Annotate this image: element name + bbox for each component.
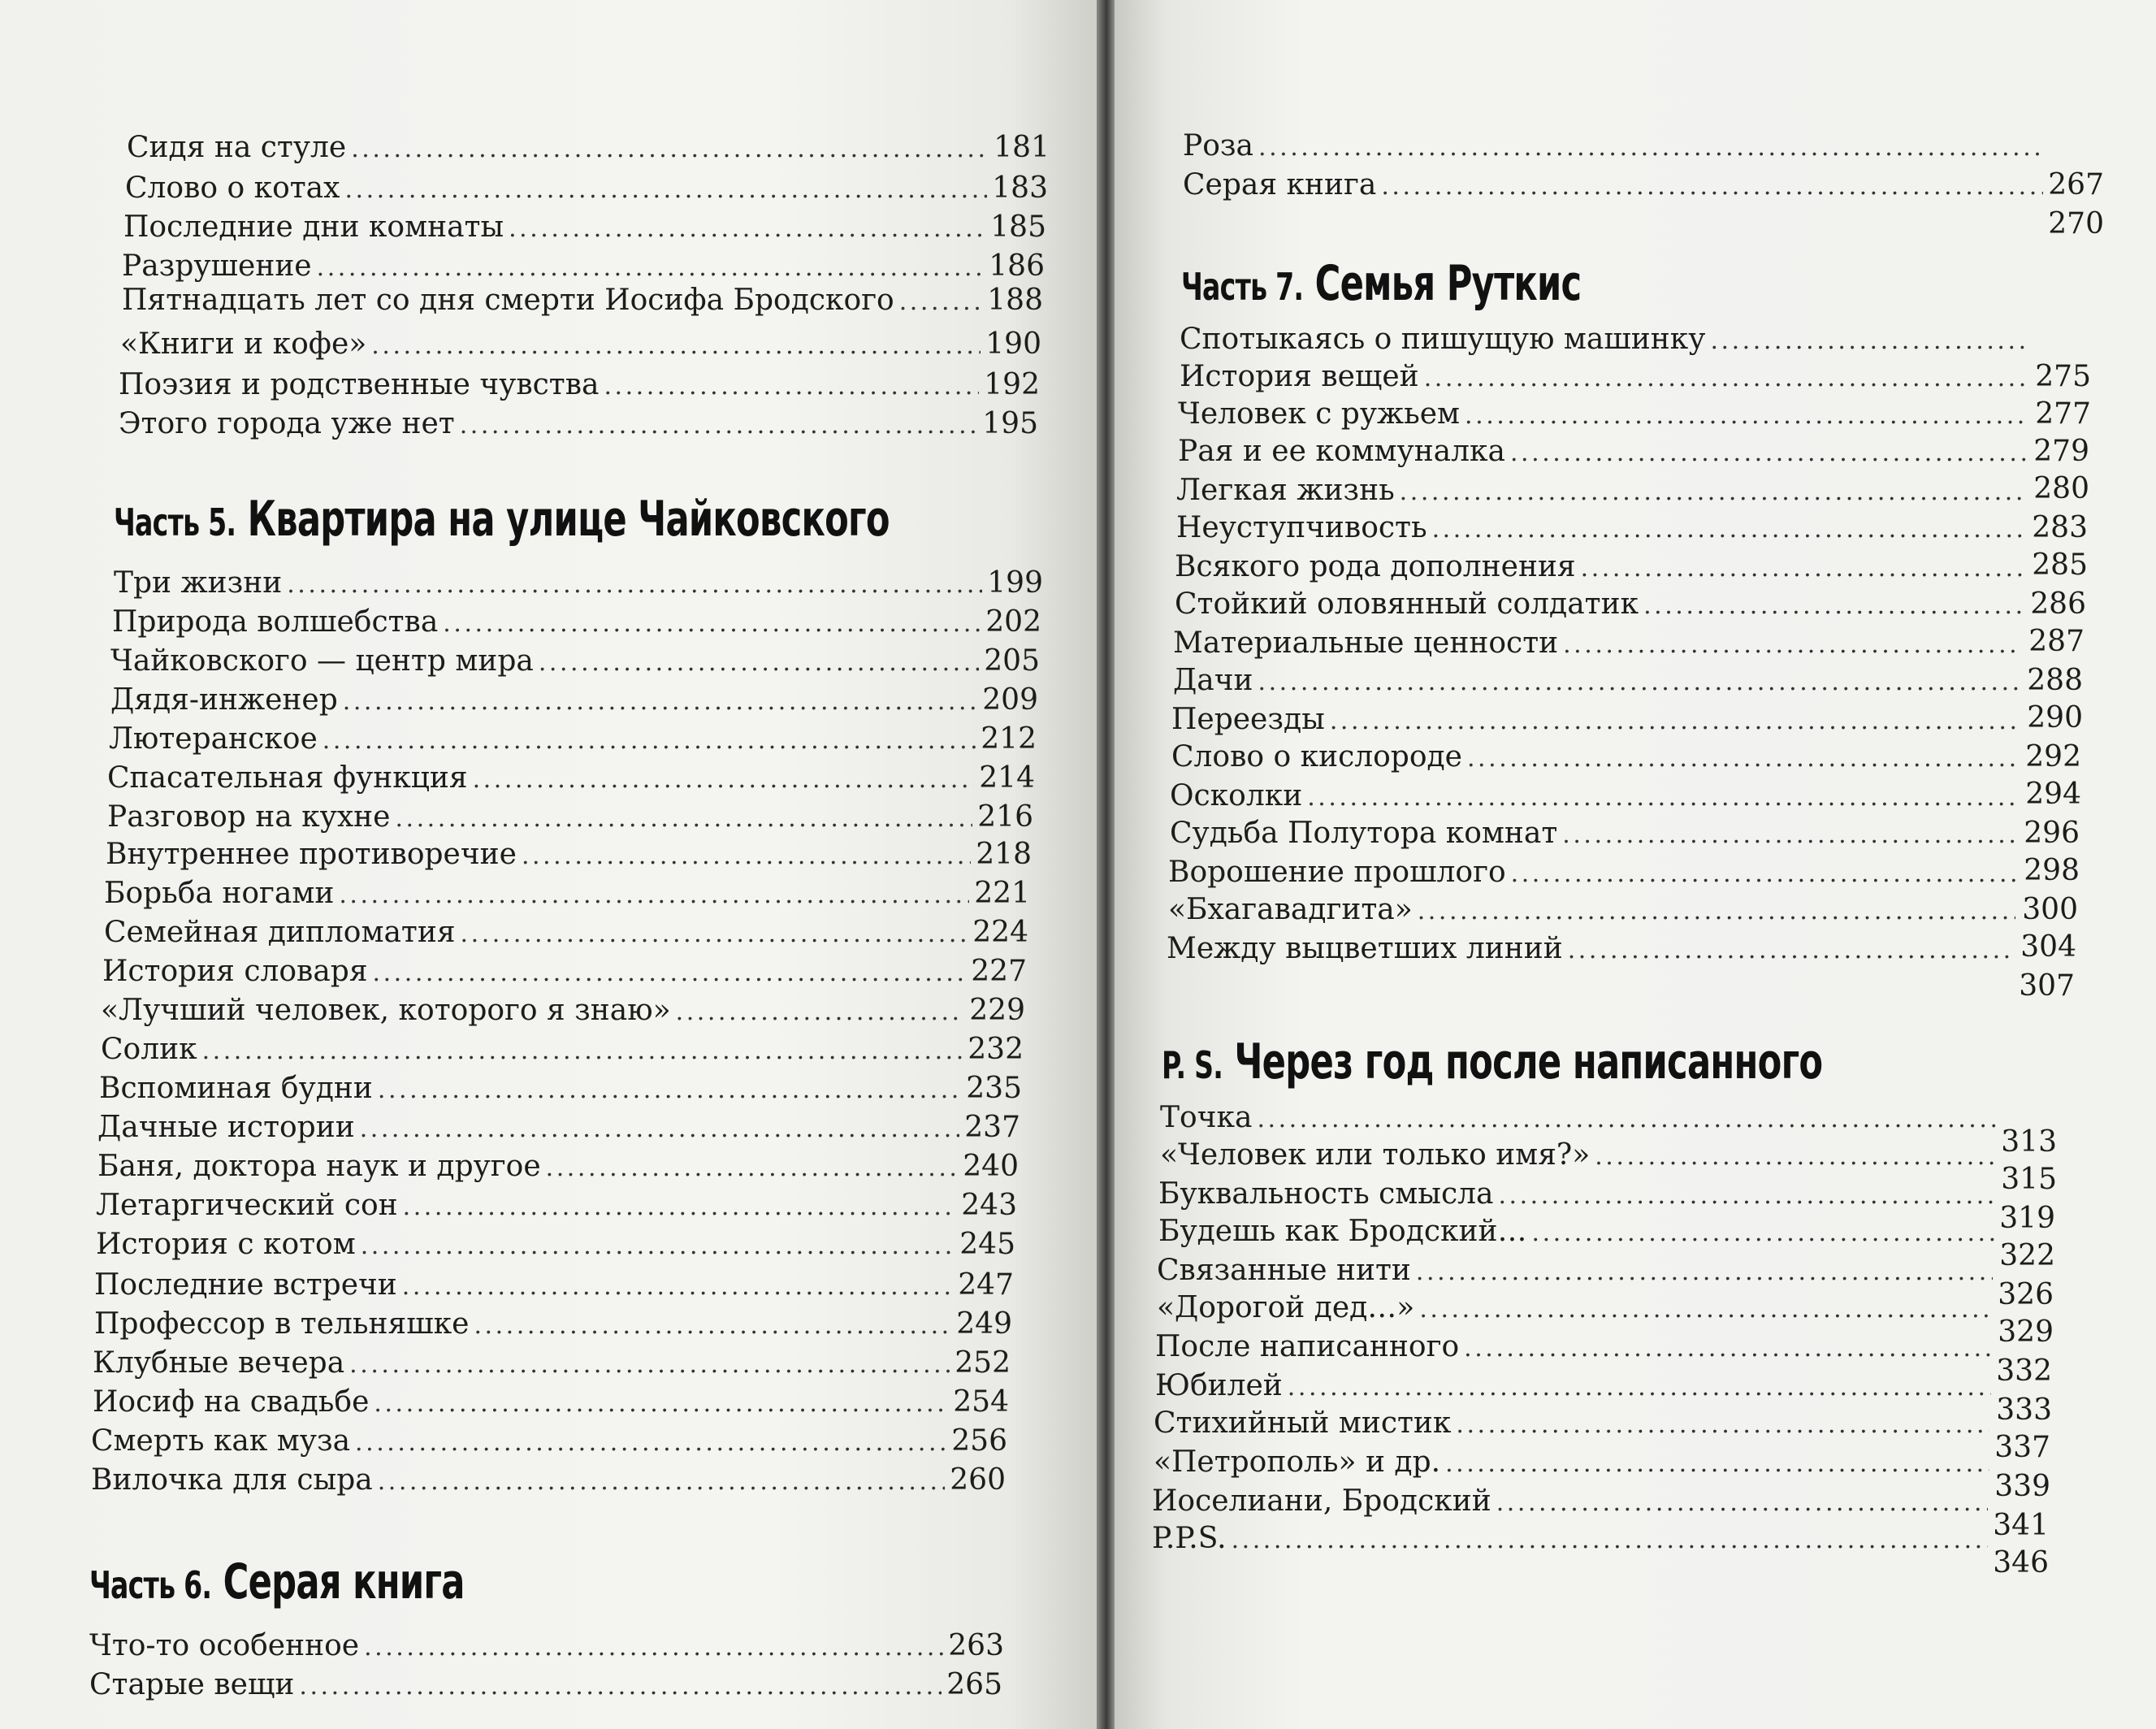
toc-entry-title: Семейная дипломатия: [104, 916, 456, 949]
toc-entry[interactable]: [1167, 931, 2075, 1003]
toc-entry[interactable]: [102, 954, 1027, 991]
leader-dots: [343, 682, 978, 720]
toc-entry-title: Клубные вечера: [93, 1346, 345, 1380]
toc-entry[interactable]: [91, 1424, 1007, 1461]
toc-entry-title: Точка: [1160, 1101, 1253, 1134]
leader-dots: [402, 1268, 953, 1305]
toc-entry-page: 307: [2019, 969, 2075, 1003]
leader-dots: [1432, 510, 2028, 548]
toc-entry-page: 267: [2048, 168, 2104, 202]
toc-entry-page: 298: [2024, 854, 2080, 887]
leader-dots: [676, 993, 965, 1030]
leader-dots: [371, 327, 981, 364]
leader-dots: [202, 1032, 963, 1069]
toc-entry-page: 283: [2032, 511, 2088, 544]
toc-entry-title: Баня, доктора наук и другое: [97, 1150, 541, 1183]
toc-entry-title: P.P.S.: [1152, 1522, 1227, 1555]
leader-dots: [1464, 1329, 1991, 1367]
toc-entry-title: Рая и ее коммуналка: [1178, 435, 1505, 468]
toc-entry-title: Спотыкаясь о пишущую машинку: [1180, 323, 1706, 356]
toc-entry-title: Профессор в тельняшке: [94, 1307, 470, 1341]
toc-entry-title: Слово о кислороде: [1171, 740, 1462, 774]
toc-entry-title: Роза: [1183, 129, 1253, 162]
toc-entry[interactable]: [93, 1346, 1011, 1383]
section-heading-ps: [1162, 1034, 1822, 1094]
toc-entry-title: Иосиф на свадьбе: [93, 1385, 370, 1419]
leader-dots: [1568, 931, 2015, 968]
toc-entry-page: 256: [951, 1424, 1007, 1458]
toc-entry-page: 214: [979, 761, 1035, 795]
toc-entry[interactable]: [96, 1227, 1015, 1264]
toc-entry-title: Буквальность смысла: [1158, 1177, 1494, 1211]
toc-entry-page: 332: [1996, 1354, 2052, 1388]
toc-entry[interactable]: [114, 566, 1043, 603]
leader-dots: [522, 837, 971, 874]
toc-entry-page: 249: [956, 1307, 1012, 1341]
toc-entry-title: Связанные нити: [1157, 1254, 1411, 1287]
leader-dots: [1424, 359, 2031, 396]
toc-entry-title: Стихийный мистик: [1154, 1406, 1452, 1440]
toc-entry-page: 285: [2032, 548, 2088, 582]
toc-entry[interactable]: [1152, 1521, 2049, 1580]
toc-entry-page: 280: [2033, 472, 2089, 505]
toc-entry-page: 185: [990, 210, 1046, 244]
toc-entry-title: Материальные ценности: [1173, 626, 1559, 660]
leader-dots: [1258, 663, 2023, 700]
toc-entry-title: Дачные истории: [97, 1111, 355, 1144]
toc-entry-page: 245: [959, 1228, 1015, 1261]
toc-entry-page: 192: [984, 368, 1040, 401]
toc-entry-title: Между выцветших линий: [1167, 932, 1563, 965]
toc-entry-page: 254: [953, 1385, 1009, 1419]
toc-entry-page: 195: [982, 407, 1038, 440]
toc-entry-title: Легкая жизнь: [1176, 474, 1395, 507]
toc-entry-title: Поэзия и родственные чувства: [119, 368, 600, 401]
toc-entry-page: 333: [1996, 1393, 2052, 1427]
leader-dots: [899, 283, 983, 320]
toc-entry[interactable]: [112, 604, 1041, 642]
toc-entry-title: Природа волшебства: [112, 605, 439, 639]
section-label: Часть 7.: [1181, 265, 1304, 309]
toc-entry[interactable]: [107, 760, 1035, 798]
section-label: Часть 6.: [89, 1563, 212, 1607]
toc-entry-page: 224: [972, 916, 1028, 949]
toc-entry[interactable]: [109, 722, 1037, 759]
toc-entry[interactable]: [101, 1032, 1024, 1069]
toc-entry-title: Старые вещи: [89, 1668, 295, 1701]
leader-dots: [474, 1306, 951, 1344]
toc-entry-page: 288: [2027, 664, 2083, 697]
leader-dots: [460, 406, 978, 444]
leader-dots: [323, 722, 976, 759]
leader-dots: [1257, 1100, 1996, 1138]
toc-entry-page: 218: [976, 838, 1032, 871]
toc-entry-title: Иоселиани, Бродский: [1152, 1484, 1491, 1518]
toc-entry-title: Неуступчивость: [1176, 511, 1427, 544]
section-heading-part-5: [114, 491, 890, 551]
toc-entry-title: «Человек или только имя?»: [1160, 1138, 1591, 1172]
leader-dots: [1456, 1406, 1989, 1443]
toc-entry[interactable]: [93, 1384, 1009, 1422]
leader-dots: [1465, 396, 2028, 434]
toc-entry-title: Борьба ногами: [104, 877, 335, 910]
leader-dots: [349, 1346, 950, 1383]
toc-entry-page: 221: [974, 877, 1030, 910]
toc-entry-page: 240: [963, 1150, 1019, 1183]
toc-entry-title: Человек с ружьем: [1178, 397, 1461, 431]
toc-entry[interactable]: [107, 800, 1033, 837]
toc-entry-page: 188: [987, 284, 1043, 317]
toc-entry[interactable]: [119, 406, 1038, 444]
leader-dots: [1232, 1521, 1989, 1558]
toc-entry-page: 341: [1993, 1509, 2049, 1542]
toc-entry-page: 209: [982, 683, 1038, 717]
toc-entry-page: 277: [2035, 397, 2091, 431]
toc-entry-page: 243: [961, 1189, 1017, 1222]
leader-dots: [1288, 1368, 1991, 1406]
leader-dots: [373, 954, 967, 991]
leader-dots: [1581, 549, 2026, 587]
leader-dots: [395, 800, 972, 837]
toc-entry-title: История словаря: [102, 955, 368, 988]
toc-entry-title: Разговор на кухне: [107, 800, 391, 834]
toc-entry-title: Юбилей: [1155, 1369, 1283, 1402]
leader-dots: [403, 1188, 957, 1225]
toc-entry-page: 216: [977, 800, 1033, 834]
toc-entry-title: «Книги и кофе»: [120, 327, 367, 361]
toc-entry[interactable]: [125, 171, 1048, 208]
toc-entry-page: 294: [2025, 778, 2081, 811]
toc-entry-page: 315: [2001, 1163, 2057, 1196]
toc-entry-page: 190: [985, 327, 1041, 361]
section-title: Квартира на улице Чайковского: [247, 491, 890, 548]
toc-entry-title: Лютеранское: [109, 722, 318, 756]
section-title: Серая книга: [223, 1554, 465, 1610]
toc-entry[interactable]: [127, 130, 1050, 167]
toc-entry[interactable]: [104, 876, 1030, 913]
leader-dots: [473, 760, 975, 798]
toc-entry[interactable]: [104, 915, 1028, 952]
toc-entry-page: 232: [968, 1033, 1024, 1066]
toc-entry-page: 212: [981, 722, 1037, 756]
toc-entry-title: Переезды: [1171, 703, 1325, 736]
toc-entry-page: 229: [969, 994, 1025, 1027]
toc-entry-title: Осколки: [1170, 779, 1303, 812]
toc-entry-title: Судьба Полутора комнат: [1170, 817, 1558, 850]
right-page: [1115, 0, 2156, 1729]
toc-entry[interactable]: [122, 283, 1043, 320]
toc-entry-page: 287: [2028, 625, 2085, 658]
toc-entry[interactable]: [91, 1462, 1006, 1500]
leader-dots: [546, 1149, 959, 1186]
toc-entry-page: 205: [984, 644, 1040, 678]
toc-entry-title: Дядя-инженер: [110, 683, 338, 717]
toc-entry-title: Разрушение: [122, 249, 312, 283]
leader-dots: [299, 1667, 942, 1705]
leader-dots: [364, 1628, 943, 1666]
leader-dots: [1562, 816, 2019, 853]
toc-entry[interactable]: [94, 1306, 1012, 1344]
leader-dots: [1496, 1484, 1989, 1521]
leader-dots: [361, 1227, 955, 1264]
toc-entry-title: Сидя на стуле: [127, 131, 347, 164]
toc-entry-title: История с котом: [96, 1228, 356, 1261]
leader-dots: [1710, 322, 2030, 359]
toc-entry[interactable]: [89, 1628, 1004, 1666]
toc-entry-page: 290: [2027, 701, 2083, 734]
leader-dots: [287, 566, 982, 603]
toc-entry-page: 270: [2048, 207, 2104, 240]
toc-entry-page: 296: [2024, 817, 2080, 850]
toc-entry-page: 337: [1994, 1431, 2050, 1464]
toc-entry-page: 275: [2035, 360, 2091, 393]
leader-dots: [509, 210, 985, 247]
leader-dots: [1400, 473, 2028, 510]
toc-entry-title: Что-то особенное: [89, 1629, 360, 1662]
toc-entry-title: «Бхагавадгита»: [1168, 893, 1413, 926]
toc-entry-title: Спасательная функция: [107, 761, 468, 795]
toc-entry-page: 304: [2020, 930, 2076, 964]
toc-entry[interactable]: [119, 367, 1040, 405]
toc-entry-page: 286: [2030, 587, 2086, 621]
leader-dots: [1330, 702, 2020, 739]
toc-entry[interactable]: [94, 1268, 1014, 1305]
leader-dots: [1643, 587, 2024, 624]
toc-entry-title: Чайковского — центр мира: [110, 644, 534, 678]
toc-entry-title: Три жизни: [114, 566, 283, 600]
book-spine-gutter: [1097, 0, 1115, 1729]
section-heading-part-7: [1181, 255, 1581, 315]
toc-entry[interactable]: [123, 210, 1046, 247]
toc-entry-title: Солик: [101, 1033, 197, 1066]
toc-entry-page: 260: [950, 1463, 1006, 1497]
toc-entry-title: Серая книга: [1183, 168, 1377, 202]
toc-entry[interactable]: [106, 837, 1032, 874]
toc-entry-title: После написанного: [1155, 1330, 1460, 1363]
leader-dots: [1510, 434, 2028, 471]
leader-dots: [604, 367, 979, 405]
toc-entry-page: 181: [994, 131, 1050, 164]
leader-dots: [1595, 1138, 1996, 1175]
toc-entry-page: 322: [1999, 1239, 2055, 1272]
toc-entry[interactable]: [99, 1071, 1022, 1108]
toc-entry-page: 265: [946, 1668, 1002, 1701]
toc-entry[interactable]: [1183, 167, 2104, 240]
toc-entry-title: Вспоминая будни: [99, 1072, 373, 1105]
leader-dots: [1498, 1176, 1994, 1214]
toc-entry-title: Последние дни комнаты: [123, 210, 504, 244]
toc-entry-title: Стойкий оловянный солдатик: [1175, 587, 1639, 621]
toc-entry-title: «Дорогой дед…»: [1157, 1291, 1415, 1324]
leader-dots: [355, 1424, 946, 1461]
toc-entry[interactable]: [101, 993, 1025, 1030]
leader-dots: [378, 1462, 946, 1500]
toc-entry-page: 319: [1999, 1202, 2055, 1235]
toc-entry[interactable]: [122, 249, 1045, 286]
toc-entry-page: 329: [1998, 1315, 2054, 1349]
toc-entry-title: Вилочка для сыра: [91, 1463, 373, 1497]
leader-dots: [1467, 739, 2020, 777]
leader-dots: [317, 249, 985, 286]
section-label: P. S.: [1162, 1043, 1223, 1087]
leader-dots: [1307, 778, 2019, 816]
toc-entry-title: Дачи: [1173, 664, 1253, 697]
toc-entry-title: Смерть как муза: [91, 1424, 351, 1458]
toc-entry-page: 252: [955, 1346, 1011, 1380]
leader-dots: [339, 876, 969, 913]
leader-dots: [1416, 1253, 1993, 1290]
toc-entry[interactable]: [97, 1149, 1019, 1186]
toc-entry-page: 237: [964, 1111, 1020, 1144]
leader-dots: [1511, 855, 2018, 892]
section-title: Через год после написанного: [1234, 1034, 1823, 1090]
toc-entry-title: «Петрополь» и др.: [1154, 1445, 1441, 1479]
leader-dots: [344, 171, 987, 208]
toc-entry[interactable]: [96, 1188, 1017, 1225]
section-title: Семья Руткис: [1314, 255, 1582, 312]
toc-entry-page: 279: [2033, 435, 2089, 468]
toc-entry-page: 202: [985, 605, 1041, 639]
leader-dots: [1419, 1290, 1993, 1328]
toc-entry-title: Всякого рода дополнения: [1175, 550, 1576, 583]
toc-entry-title: «Лучший человек, которого я знаю»: [101, 994, 671, 1027]
toc-entry-title: Пятнадцать лет со дня смерти Иосифа Бродского: [122, 284, 894, 317]
toc-entry-page: 326: [1998, 1278, 2054, 1311]
toc-entry[interactable]: [89, 1667, 1002, 1705]
toc-entry-page: 346: [1993, 1546, 2049, 1580]
section-label: Часть 5.: [114, 500, 236, 544]
toc-entry-title: Слово о котах: [125, 171, 340, 205]
toc-entry-title: Летаргический сон: [96, 1189, 398, 1222]
toc-entry-title: Будешь как Бродский…: [1158, 1215, 1527, 1248]
leader-dots: [1532, 1214, 1995, 1251]
leader-dots: [1563, 626, 2022, 663]
toc-entry-page: 199: [987, 566, 1043, 600]
toc-entry-title: Ворошение прошлого: [1168, 856, 1506, 889]
leader-dots: [1418, 892, 2016, 930]
leader-dots: [374, 1384, 948, 1422]
toc-entry-page: 313: [2001, 1125, 2057, 1159]
toc-entry-page: 183: [992, 171, 1048, 205]
leader-dots: [461, 915, 968, 952]
leader-dots: [1258, 128, 2043, 166]
toc-entry[interactable]: [120, 327, 1041, 364]
section-heading-part-6: [89, 1554, 465, 1614]
toc-entry-title: История вещей: [1180, 360, 1419, 393]
toc-entry-page: 292: [2025, 740, 2081, 774]
toc-entry-title: Внутреннее противоречие: [106, 838, 517, 871]
toc-entry-page: 247: [958, 1268, 1014, 1302]
toc-entry[interactable]: [110, 682, 1038, 720]
toc-entry-page: 339: [1994, 1470, 2050, 1503]
leader-dots: [378, 1071, 961, 1108]
leader-dots: [1381, 167, 2043, 205]
toc-entry[interactable]: [97, 1110, 1020, 1147]
leader-dots: [539, 644, 979, 681]
toc-entry-page: 300: [2022, 893, 2078, 926]
leader-dots: [360, 1110, 960, 1147]
leader-dots: [351, 130, 989, 167]
leader-dots: [1445, 1445, 1989, 1482]
toc-entry-title: Последние встречи: [94, 1268, 397, 1302]
toc-entry-page: 235: [966, 1072, 1022, 1105]
leader-dots: [443, 604, 981, 642]
toc-entry-page: 227: [971, 955, 1027, 988]
toc-entry[interactable]: [110, 644, 1040, 681]
toc-entry-title: Этого города уже нет: [119, 407, 455, 440]
toc-entry-page: 263: [948, 1629, 1004, 1662]
toc-entry-page: 186: [989, 249, 1045, 283]
